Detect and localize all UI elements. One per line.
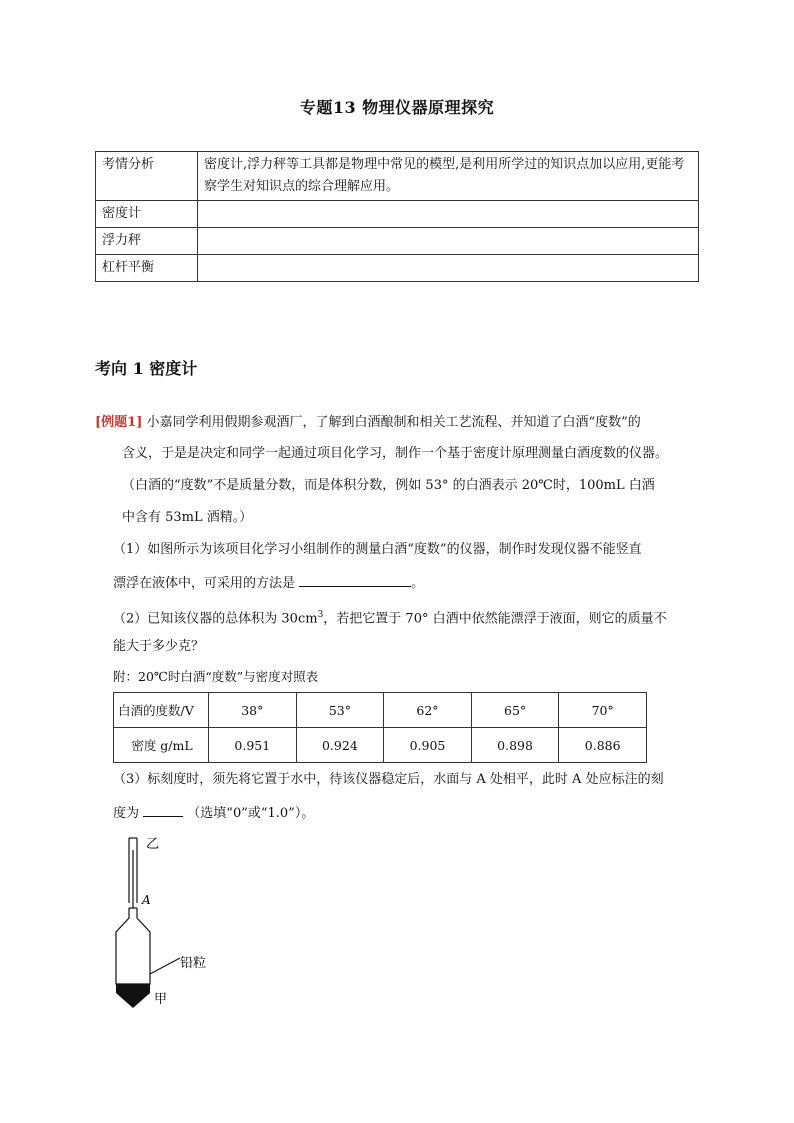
example-intro-line4: 中含有 53mL 酒精。） — [122, 510, 253, 525]
row-content — [198, 228, 699, 255]
label-lead: 铅粒 — [180, 956, 207, 971]
table-row — [96, 201, 699, 228]
row-label: 浮力秤 — [96, 228, 198, 255]
example-intro-line3: （白酒的“度数”不是质量分数，而是体积分数，例如 53° 的白酒表示 20℃时，100mL 白酒 — [122, 478, 655, 493]
table-cell: 65° — [471, 693, 559, 728]
table-caption: 附：20℃时白酒“度数”与密度对照表 — [113, 669, 319, 684]
label-top: 乙 — [146, 837, 160, 852]
label-bottom: 甲 — [154, 992, 168, 1007]
table-row — [114, 728, 647, 763]
bulb-outline — [116, 908, 150, 984]
question-3-line1: （3）标刻度时，须先将它置于水中，待该仪器稳定后，水面与 A 处相平，此时 A 处应标注的刻 — [113, 772, 664, 787]
q1-end: 。 — [411, 576, 425, 591]
label-a: A — [142, 893, 151, 907]
overview-table — [95, 151, 699, 282]
question-2-line1 — [113, 605, 667, 629]
hydrometer-figure — [100, 828, 230, 1018]
row-label: 考情分析 — [96, 152, 198, 201]
row-label: 杠杆平衡 — [96, 255, 198, 282]
table-cell: 38° — [209, 693, 297, 728]
table-cell: 0.951 — [209, 728, 297, 763]
table-cell: 53° — [296, 693, 384, 728]
table-cell: 62° — [384, 693, 472, 728]
intro-text: 小嘉同学利用假期参观酒厂，了解到白酒酿制和相关工艺流程、并知道了白酒“度数”的 — [146, 415, 641, 430]
table-cell: 0.886 — [559, 728, 647, 763]
table-cell: 70° — [559, 693, 647, 728]
page-title: 专题13 物理仪器原理探究 — [299, 98, 495, 117]
table-cell: 0.924 — [296, 728, 384, 763]
row-content — [198, 255, 699, 282]
answer-blank — [143, 802, 183, 817]
q1-text: 漂浮在液体中，可采用的方法是 — [113, 576, 296, 591]
q2-text-b: ，若把它置于 70° 白酒中依然能漂浮于液面，则它的质量不 — [323, 611, 667, 627]
question-1-line2 — [113, 572, 424, 594]
density-table — [113, 692, 647, 763]
density-header: 密度 g/mL — [114, 728, 209, 763]
row-label: 密度计 — [96, 201, 198, 228]
example-intro-line1 — [95, 413, 641, 433]
example-label: [例题1] — [95, 415, 143, 430]
degree-header: 白酒的度数/V — [114, 693, 209, 728]
question-3-line2 — [113, 802, 314, 824]
table-row — [96, 255, 699, 282]
question-2-line2: 能大于多少克？ — [113, 639, 205, 654]
lead-shot — [116, 984, 150, 1008]
leader-line — [150, 958, 180, 974]
table-cell: 0.898 — [471, 728, 559, 763]
table-cell: 0.905 — [384, 728, 472, 763]
table-row — [96, 228, 699, 255]
table-row — [96, 152, 699, 201]
section-heading: 考向 1 密度计 — [95, 359, 198, 378]
q2-text-a: （2）已知该仪器的总体积为 30cm — [113, 611, 318, 627]
q3-text-a: 度为 — [113, 806, 140, 821]
answer-blank — [299, 572, 411, 587]
example-intro-line2: 含义，于是是决定和同学一起通过项目化学习，制作一个基于密度计原理测量白酒度数的仪器。 — [122, 446, 669, 461]
row-content — [198, 201, 699, 228]
row-content: 密度计,浮力秤等工具都是物理中常见的模型,是利用所学过的知识点加以应用,更能考察学生对知识点的综合理解应用。 — [198, 152, 699, 201]
q3-text-b: （选填“0”或“1.0”）。 — [187, 806, 315, 821]
table-row — [114, 693, 647, 728]
q2-superscript: 3 — [317, 610, 324, 620]
question-1-line1: （1）如图所示为该项目化学习小组制作的测量白酒“度数”的仪器，制作时发现仪器不能竖直 — [113, 542, 642, 557]
